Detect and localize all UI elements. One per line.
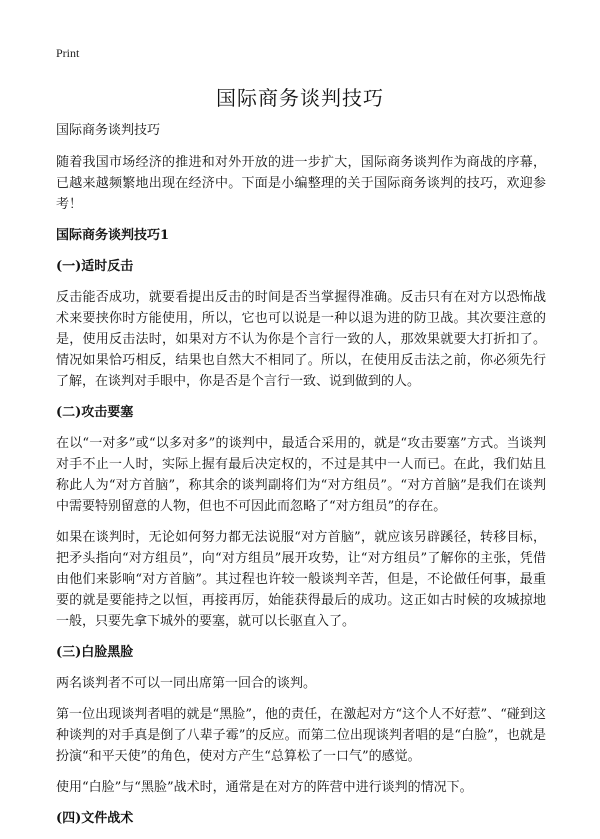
section-2-paragraph-1: 在以“一对多”或“以多对多”的谈判中，最适合采用的，就是“攻击要塞”方式。当谈判对手不止一人时，实际上握有最后决定权的，不过是其中一人而已。在此，我们姑且称此人为“对方首脑”，称其余的谈判副将们为“对方组员”。“对方首脑”是我们在谈判中需要特别留意的人物，但也不可因此而忽略了“对方组员”的存在。 bbox=[56, 436, 546, 514]
section-3-paragraph-2: 第一位出现谈判者唱的就是“黑脸”，他的责任，在激起对方“这个人不好惹”、“碰到这种谈判的对手真是倒了八辈子霉”的反应。而第二位出现谈判者唱的是“白脸”，也就是扮演“和平天使”的角色，使对方产生“总算松了一口气”的感觉。 bbox=[56, 707, 546, 764]
section-1-paragraph-1: 反击能否成功，就要看提出反击的时间是否当掌握得准确。反击只有在对方以恐怖战术来要挟你时方能使用，所以，它也可以说是一种以退为进的防卫战。其次要注意的是，使用反击法时，如果对方不认为你是个言行一致的人，那效果就要大打折扣了。情况如果恰巧相反，结果也自然大不相同了。所以，在使用反击法之前，你必须先行了解，在谈判对手眼中，你是否是个言行一致、说到做到的人。 bbox=[56, 290, 546, 389]
section-heading-4: (四)文件战术 bbox=[56, 811, 134, 826]
section-title: 国际商务谈判技巧1 bbox=[56, 228, 170, 243]
section-2-paragraph-2: 如果在谈判时，无论如何努力都无法说服“对方首脑”，就应该另辟蹊径，转移目标，把矛头指向“对方组员”，向“对方组员”展开攻势，让“对方组员”了解你的主张，凭借由他们来影响“对方首脑”。其过程也许较一般谈判辛苦，但是，不论做任何事，最重要的就是要能持之以恒，再接再厉，始能获得最后的成功。这正如古时候的攻城掠地一般，只要先拿下城外的要塞，就可以长驱直入了。 bbox=[56, 530, 546, 629]
section-heading-2: (二)攻击要塞 bbox=[56, 405, 134, 420]
section-heading-3: (三)白脸黑脸 bbox=[56, 645, 134, 660]
section-heading-1: (一)适时反击 bbox=[56, 259, 134, 274]
page-title: 国际商务谈判技巧 bbox=[216, 86, 384, 110]
section-3-paragraph-1: 两名谈判者不可以一同出席第一回合的谈判。 bbox=[56, 676, 317, 691]
print-link[interactable]: Print bbox=[56, 46, 80, 60]
intro-paragraph: 随着我国市场经济的推进和对外开放的进一步扩大，国际商务谈判作为商战的序幕，已越来越频繁地出现在经济中。下面是小编整理的关于国际商务谈判的技巧，欢迎参考！ bbox=[56, 155, 546, 212]
section-3-paragraph-3: 使用“白脸”与“黑脸”战术时，通常是在对方的阵营中进行谈判的情况下。 bbox=[56, 780, 473, 795]
article-subtitle: 国际商务谈判技巧 bbox=[56, 123, 161, 138]
article-body bbox=[56, 120, 546, 839]
